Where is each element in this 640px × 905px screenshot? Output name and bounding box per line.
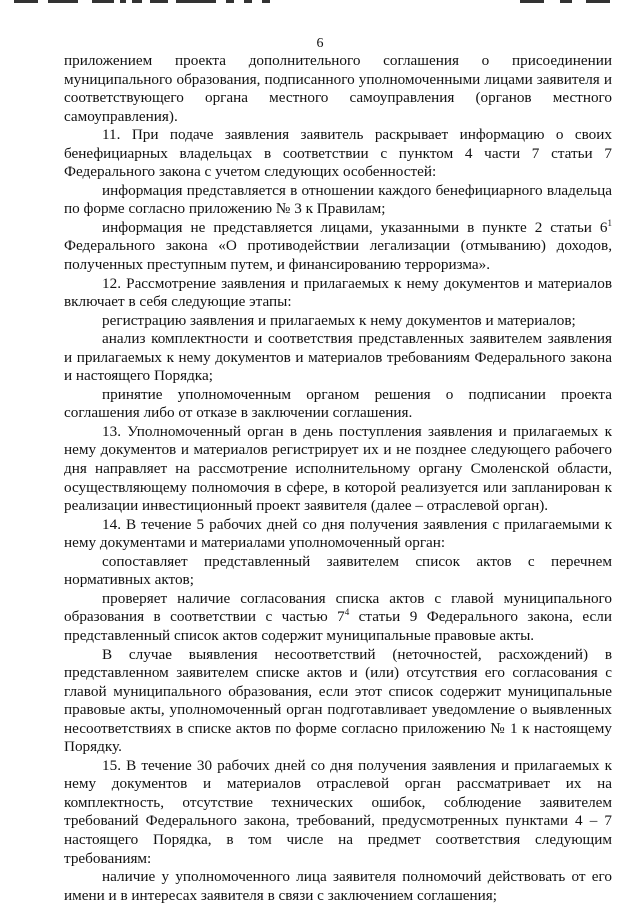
scan-edge-mark — [176, 0, 216, 3]
paragraph-p9 — [64, 516, 612, 553]
scan-edge-mark — [92, 0, 114, 3]
scan-edge-mark — [560, 0, 572, 3]
paragraph-p14 — [64, 868, 612, 905]
scan-edge-mark — [150, 0, 168, 3]
scan-edge-mark — [48, 0, 78, 3]
paragraph-p0 — [64, 52, 612, 126]
paragraph-text: приложением проекта дополнительного соглашения о присоединении муниципального образования, подписанного уполномоченными лицами заявителя и соответствующего органа местного самоуправления (органов местного самоуправления). — [64, 52, 612, 125]
page-number: 6 — [316, 36, 324, 51]
paragraph-text: 11. При подаче заявления заявитель раскрывает информацию о своих бенефициарных владельцах в соответствии с пунктом 4 части 7 статьи 7 Федерального закона с учетом следующих особенностей: — [64, 126, 612, 181]
paragraph-text: анализ комплектности и соответствия представленных заявителем заявления и прилагаемых к нему документов и материалов требованиям Федерального закона и настоящего Порядка; — [64, 330, 612, 385]
document-body — [64, 52, 612, 905]
paragraph-text: сопоставляет представленный заявителем список актов с перечнем нормативных актов; — [64, 552, 612, 589]
scan-edge-mark — [226, 0, 234, 3]
scan-edge-mark — [262, 0, 270, 3]
paragraph-p10 — [64, 553, 612, 590]
paragraph-p4 — [64, 275, 612, 312]
paragraph-text: регистрацию заявления и прилагаемых к нему документов и материалов; — [102, 311, 576, 329]
paragraph-text: проверяет наличие согласования списка актов с главой муниципального образования в соответствии с частью 7 — [64, 589, 612, 626]
scan-edge-mark — [14, 0, 38, 3]
paragraph-p12 — [64, 646, 612, 757]
paragraph-p2 — [64, 182, 612, 219]
paragraph-text: 13. Уполномоченный орган в день поступления заявления и прилагаемых к нему документов и материалов регистрирует их и не позднее следующего рабочего дня направляет на рассмотрение исполнительному органу Смоленской области, осуществляющему полномочия в сфере, в которой реализуется или запланирован к реализации инвестиционный проект заявителя (далее – отраслевой орган). — [64, 422, 612, 515]
paragraph-text: 14. В течение 5 рабочих дней со дня получения заявления с прилагаемыми к нему документами и материалами уполномоченный орган: — [64, 515, 612, 552]
scan-edge-mark — [586, 0, 610, 3]
scan-edge-mark — [132, 0, 142, 3]
paragraph-text: Федерального закона «О противодействии легализации (отмыванию) доходов, полученных преступным путем, и финансированию терроризма». — [64, 237, 612, 274]
paragraph-text: 12. Рассмотрение заявления и прилагаемых к нему документов и материалов включает в себя следующие этапы: — [64, 274, 612, 311]
paragraph-text: информация представляется в отношении каждого бенефициарного владельца по форме согласно приложению № 3 к Правилам; — [64, 181, 612, 218]
paragraph-p3 — [64, 219, 612, 275]
paragraph-p7 — [64, 386, 612, 423]
paragraph-text: статьи 9 Федерального закона, если представленный список актов содержит муниципальные правовые акты. — [64, 608, 612, 644]
superscript: 1 — [607, 217, 612, 228]
scan-edge-mark — [520, 0, 544, 3]
paragraph-text: В случае выявления несоответствий (неточностей, расхождений) в представленном заявителем списке актов и (или) отсутствия его согласования с главой муниципального образования, если этот список содержит муниципальные правовые акты, уполномоченный орган подготавливает уведомление о выявленных несоответствиях в списке актов по форме согласно приложению № 1 к настоящему Порядку. — [64, 645, 612, 756]
paragraph-p5 — [64, 312, 612, 331]
paragraph-text: 15. В течение 30 рабочих дней со дня получения заявления и прилагаемых к нему документов и материалов отраслевой орган рассматривает их на комплектность, отсутствие технических ошибок, соблюдение заявителем требований Федерального закона, требований, предусмотренных пунктами 4 – 7 настоящего Порядка, в том числе на предмет соответствия следующим требованиям: — [64, 756, 612, 867]
paragraph-p8 — [64, 423, 612, 516]
scan-edge-mark — [120, 0, 126, 3]
paragraph-p13 — [64, 757, 612, 868]
paragraph-p6 — [64, 330, 612, 386]
superscript: 4 — [344, 607, 350, 618]
paragraph-text: наличие у уполномоченного лица заявителя полномочий действовать от его имени и в интересах заявителя в связи с заключением соглашения; — [64, 868, 612, 904]
paragraph-p1 — [64, 126, 612, 182]
scan-edge-mark — [244, 0, 252, 3]
paragraph-p11 — [64, 590, 612, 646]
paragraph-text: принятие уполномоченным органом решения о подписании проекта соглашения либо от отказе в заключении соглашения. — [64, 385, 612, 422]
paragraph-text: информация не представляется лицами, указанными в пункте 2 статьи 6 — [102, 218, 608, 236]
